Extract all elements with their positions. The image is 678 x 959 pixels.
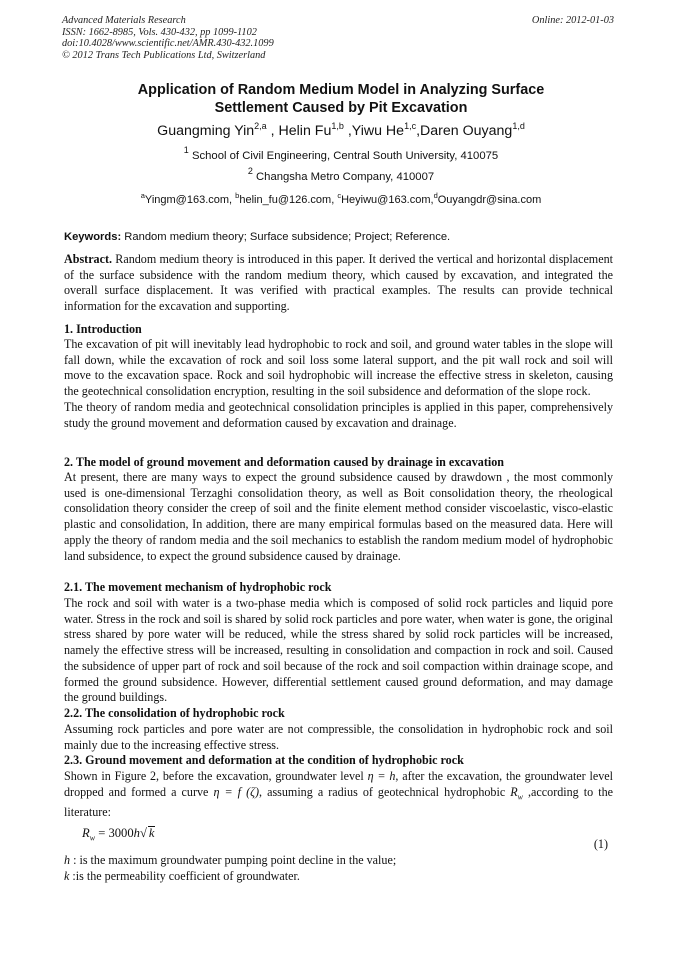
paragraph-text: The excavation of pit will inevitably lead hydrophobic to rock and soil, and ground water tables in the slope will fall down, while the excavation of rock and soil loss some lateral support, and the pit wall rock and soil will move to the excavation space. Rock and soil hydrophobic will increase the effective stress in skeleton, causing the geotechnical consolidation encryption, resulting in the soil subsidence and deformation of the slope rock. — [64, 337, 613, 399]
email-list — [40, 193, 642, 207]
keywords — [64, 230, 450, 244]
paragraph-text: The rock and soil with water is a two-phase media which is composed of solid rock particles and liquid pore water. Stress in the rock and soil is shared by solid rock particles and pore water, when water is gone, the original stress shared by pore water will be reduced, while the stress shared by solid rock particles will be increased, namely the effective stress will be increased, resulting in consolidation and compaction in rock and soil. Caused the subsidence of upper part of rock and soil because of the rock and soil compaction within drainage scope, and formed the ground subsidence. However, differential settlement caused ground deformation, and may damage the ground buildings. — [64, 596, 613, 705]
email-mark: d — [433, 191, 438, 200]
section-heading: 2. The model of ground movement and deformation caused by drainage in excavation — [64, 455, 504, 469]
keywords-label: Keywords: — [64, 231, 122, 243]
equation-lhs: R — [82, 826, 90, 840]
journal-name: Advanced Materials Research — [62, 15, 186, 26]
author-separator: , — [343, 123, 352, 139]
paragraph-text: ,according to the literature: — [64, 784, 613, 819]
paper-title — [60, 82, 622, 117]
paragraph-text: , assuming a radius of geotechnical hydrophobic — [259, 784, 511, 799]
body-paragraph — [64, 722, 613, 753]
copyright-line: © 2012 Trans Tech Publications Ltd, Switzerland — [62, 49, 266, 61]
affiliation-1 — [60, 145, 622, 163]
inline-math: η = h — [367, 769, 396, 783]
author-affiliation-mark: 1,c — [404, 121, 417, 131]
author-separator: , — [416, 123, 421, 139]
author-separator: , — [266, 123, 279, 139]
paragraph-text: Assuming rock particles and pore water are not compressible, the consolidation in hydrophobic rock and soil mainly due to the increasing effective stress. — [64, 722, 613, 752]
inline-math: η = f (ζ) — [213, 784, 260, 799]
paragraph-text: At present, there are many ways to expect the ground subsidence caused by drawdown , the most commonly used is one-dimensional Terzaghi consolidation theory, as well as Boit consolidation theory, the rheological consolidation theory consider the creep of soil and the finite element method consider viscoelastic, visco-elastic plastic and consolidation, In addition, there are many empirical formulas based on the measured data. Here will apply the theory of random media and the soil mechanics to establish the random medium model of hydrophobic land subsidence, to expect the ground subsidence caused by drainage. — [64, 470, 613, 563]
online-date: Online: 2012-01-03 — [531, 15, 614, 26]
affiliation-mark: 2 — [247, 166, 253, 176]
abstract — [64, 252, 613, 315]
sqrt-sign: √ — [139, 826, 147, 840]
email-mark: c — [337, 191, 342, 200]
definition-symbol: k — [64, 869, 70, 883]
affiliation-mark: 1 — [183, 145, 189, 155]
author-name: Daren Ouyang — [420, 123, 513, 139]
equation-lhs-subscript: w — [89, 833, 96, 843]
body-paragraph — [64, 596, 613, 706]
abstract-label: Abstract. — [64, 252, 113, 266]
author-affiliation-mark: 2,a — [254, 121, 267, 131]
definition-line — [64, 852, 613, 868]
equation-variable: h — [133, 826, 140, 840]
email-mark: a — [140, 191, 145, 200]
author-name: Yiwu He — [351, 123, 405, 139]
body-paragraph — [64, 470, 613, 564]
doi-line[interactable]: doi:10.4028/www.scientific.net/AMR.430-432.1099 — [62, 38, 274, 50]
definition-symbol: h — [64, 853, 71, 867]
affiliation-text: Changsha Metro Company, 410007 — [252, 171, 435, 183]
abstract-text: Random medium theory is introduced in this paper. It derived the vertical and horizontal displacement of the surface subsidence with the random medium theory, which caused by excavation, and integrated the overall surface displacement. It was verified with practical examples. The results can provide technical information for the excavation and supporting. — [64, 252, 613, 314]
equation-1 — [82, 825, 155, 847]
equation-radicand: k — [148, 826, 155, 840]
title-line-2: Settlement Caused by Pit Excavation — [214, 99, 468, 116]
symbol-definitions — [64, 852, 613, 884]
equation-number: (1) — [593, 837, 608, 851]
definition-text: :is the permeability coefficient of groundwater. — [69, 869, 300, 883]
subsection-heading: 2.1. The movement mechanism of hydrophobic rock — [64, 580, 332, 594]
paragraph-text: , after the excavation, the groundwater level dropped and formed a curve — [64, 769, 614, 799]
paragraph-text: The theory of random media and geotechnical consolidation principles is applied in this paper, comprehensively study the ground movement and deformation caused by excavation and drainage. — [64, 399, 613, 430]
email-address[interactable]: helin_fu@126.com, — [239, 194, 338, 206]
keywords-text: Random medium theory; Surface subsidence; Project; Reference. — [121, 231, 451, 243]
body-paragraph — [64, 769, 613, 821]
author-affiliation-mark: 1,b — [331, 121, 344, 131]
issn-line: ISSN: 1662-8985, Vols. 430-432, pp 1099-1102 — [62, 26, 257, 38]
email-address[interactable]: Yingm@163.com, — [144, 194, 236, 206]
author-affiliation-mark: 1,d — [512, 121, 525, 131]
subsection-heading: 2.2. The consolidation of hydrophobic rock — [64, 706, 285, 720]
inline-math-subscript: w — [517, 792, 523, 802]
author-name: Guangming Yin — [157, 123, 255, 139]
affiliation-text: School of Civil Engineering, Central South University, 410075 — [188, 150, 499, 162]
inline-math: R — [510, 784, 518, 799]
author-list — [60, 122, 622, 140]
subsection-heading: 2.3. Ground movement and deformation at the condition of hydrophobic rock — [64, 753, 464, 767]
definition-line — [64, 868, 613, 884]
author-name: Helin Fu — [278, 123, 332, 139]
paragraph-text: Shown in Figure 2, before the excavation, groundwater level — [64, 769, 368, 783]
title-line-1: Application of Random Medium Model in Analyzing Surface — [137, 82, 545, 98]
email-address[interactable]: Heyiwu@163.com, — [341, 194, 434, 206]
definition-text: : is the maximum groundwater pumping point decline in the value; — [70, 853, 397, 867]
email-mark: b — [235, 191, 240, 200]
journal-header — [62, 15, 274, 61]
affiliation-2 — [60, 166, 622, 184]
equation-operator: = 3000 — [95, 826, 134, 840]
body-paragraph — [64, 337, 613, 431]
section-heading: 1. Introduction — [64, 322, 142, 336]
email-address[interactable]: Ouyangdr@sina.com — [437, 194, 542, 206]
